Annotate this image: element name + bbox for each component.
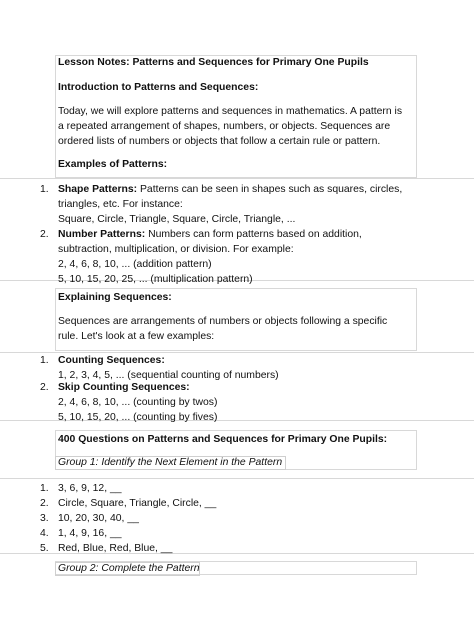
page-title: Lesson Notes: Patterns and Sequences for Primary One Pupils (58, 57, 369, 68)
group1-heading: Group 1: Identify the Next Element in the Pattern (58, 457, 283, 468)
list-number: 4. (40, 528, 49, 539)
sequences-line: rule. Let's look at a few examples: (58, 331, 215, 342)
sequence-label: Counting Sequences: (58, 355, 165, 366)
examples-heading: Examples of Patterns: (58, 159, 168, 170)
sequence-label: Skip Counting Sequences: (58, 382, 190, 393)
sequences-heading: Explaining Sequences: (58, 292, 172, 303)
example-text: triangles, etc. For instance: (58, 199, 183, 210)
list-item (58, 227, 362, 243)
list-number: 2. (40, 229, 49, 240)
intro-line: a repeated arrangement of shapes, numbers, or objects. Sequences are (58, 121, 391, 132)
list-number: 1. (40, 184, 49, 195)
example-text: 2, 4, 6, 8, 10, ... (addition pattern) (58, 259, 212, 270)
example-text: Patterns can be seen in shapes such as squares, circles, (137, 184, 403, 195)
example-label: Shape Patterns: (58, 184, 138, 195)
question-item: 3, 6, 9, 12, __ (58, 483, 122, 494)
list-number: 2. (40, 498, 49, 509)
list-number: 1. (40, 355, 49, 366)
section-divider (0, 178, 474, 179)
section-divider (0, 478, 474, 479)
list-item (58, 182, 402, 198)
example-text: 5, 10, 15, 20, 25, ... (multiplication pattern) (58, 274, 253, 285)
group2-heading: Group 2: Complete the Pattern (58, 563, 200, 574)
sequence-text: 2, 4, 6, 8, 10, ... (counting by twos) (58, 397, 218, 408)
list-number: 1. (40, 483, 49, 494)
questions-heading: 400 Questions on Patterns and Sequences for Primary One Pupils: (58, 434, 388, 445)
example-text: subtraction, multiplication, or division. For example: (58, 244, 294, 255)
sequence-text: 5, 10, 15, 20, ... (counting by fives) (58, 412, 218, 423)
sequences-line: Sequences are arrangements of numbers or objects following a specific (58, 316, 388, 327)
question-item: Red, Blue, Red, Blue, __ (58, 543, 173, 554)
question-item: Circle, Square, Triangle, Circle, __ (58, 498, 217, 509)
sequence-text: 1, 2, 3, 4, 5, ... (sequential counting of numbers) (58, 370, 279, 381)
example-text: Square, Circle, Triangle, Square, Circle, Triangle, ... (58, 214, 296, 225)
question-item: 10, 20, 30, 40, __ (58, 513, 139, 524)
example-text: Numbers can form patterns based on addition, (145, 229, 362, 240)
intro-line: Today, we will explore patterns and sequences in mathematics. A pattern is (58, 106, 403, 117)
list-number: 3. (40, 513, 49, 524)
list-number: 2. (40, 382, 49, 393)
question-item: 1, 4, 9, 16, __ (58, 528, 122, 539)
example-label: Number Patterns: (58, 229, 146, 240)
intro-line: ordered lists of numbers or objects that follow a certain rule or pattern. (58, 136, 381, 147)
intro-heading: Introduction to Patterns and Sequences: (58, 82, 259, 93)
list-number: 5. (40, 543, 49, 554)
